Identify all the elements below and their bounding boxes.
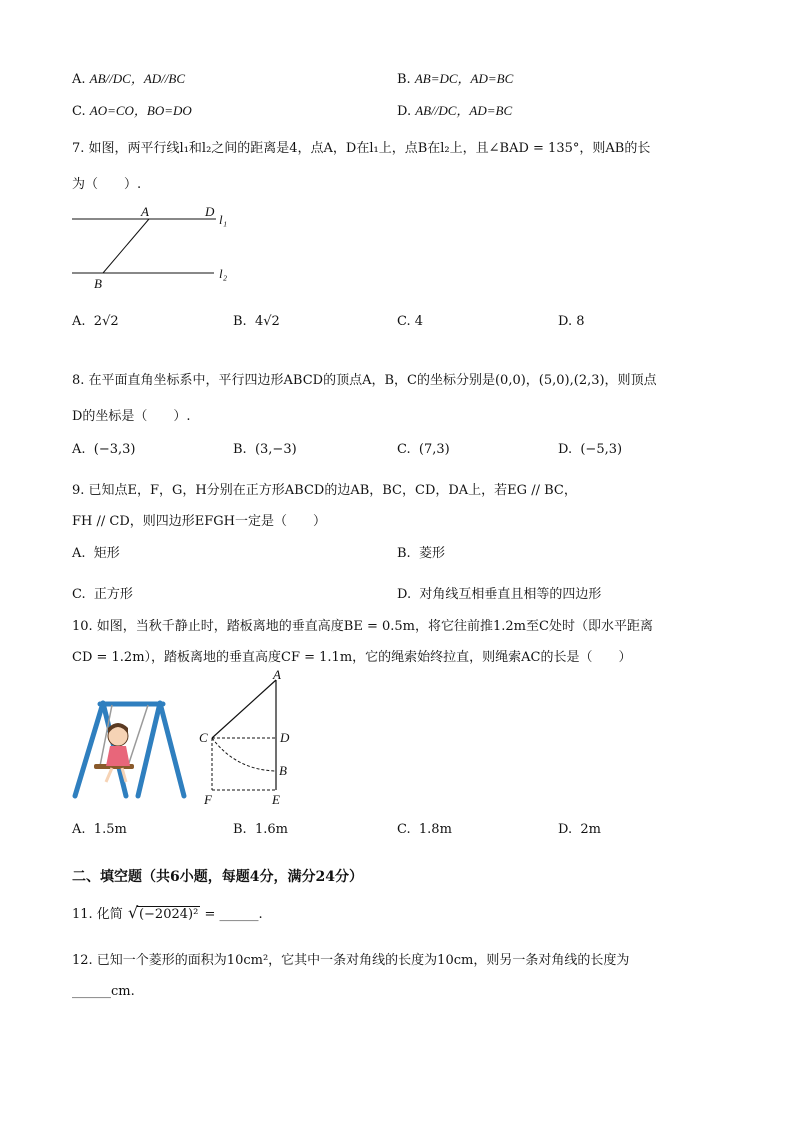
q7-option-c: C. 4 (397, 314, 424, 329)
q7-label-l1: l₁ (219, 212, 228, 227)
q10-label-a: A (273, 670, 281, 682)
q8-option-a: A. (−3,3) (72, 442, 136, 457)
q9-stem-line1: 9. 已知点E，F，G，H分别在正方形ABCD的边AB，BC，CD，DA上，若EG // BC， (72, 483, 577, 498)
q10-option-a: A. 1.5m (72, 822, 127, 837)
q11-prefix: 11. 化简 (72, 907, 123, 922)
q12-stem-line2: ______cm. (72, 984, 135, 999)
q10-option-c: C. 1.8m (397, 822, 452, 837)
q8-option-d: D. (−5,3) (558, 442, 623, 457)
q6-option-c: C. AO=CO，BO=DO (72, 103, 192, 119)
q7-label-l2: l₂ (219, 266, 228, 281)
q11-suffix: = ______. (204, 907, 263, 922)
q8-option-b: B. (3,−3) (233, 442, 297, 457)
q7-stem-line2: 为（ ）. (72, 177, 142, 192)
q10-label-b: B (279, 763, 287, 778)
q11-sqrt: √ (−2024)² (127, 903, 199, 922)
q8-stem-line1: 8. 在平面直角坐标系中，平行四边形ABCD的顶点A，B，C的坐标分别是(0,0)，(5,0),(2,3)，则顶点 (72, 373, 657, 388)
q10-option-d: D. 2m (558, 822, 601, 837)
q10-label-d: D (280, 730, 290, 745)
q8-option-c: C. (7,3) (397, 442, 450, 457)
q10-stem-line2: CD = 1.2m），踏板离地的垂直高度CF = 1.1m，它的绳索始终拉直，则绳索AC的长是（ ） (72, 650, 632, 665)
q10-stem-line1: 10. 如图，当秋千静止时，踏板离地的垂直高度BE = 0.5m，将它往前推1.2m至C处时（即水平距离 (72, 619, 653, 634)
swing-illustration (70, 698, 190, 802)
sqrt-icon: √ (127, 903, 139, 922)
q7-stem-line1: 7. 如图，两平行线l₁和l₂之间的距离是4，点A，D在l₁上，点B在l₂上，且∠BAD = 135°，则AB的长 (72, 141, 651, 156)
q12-stem-line1: 12. 已知一个菱形的面积为10cm²，它其中一条对角线的长度为10cm，则另一条对角线的长度为 (72, 953, 630, 968)
q7-option-d: D. 8 (558, 314, 585, 329)
q10-figure (196, 670, 306, 808)
q9-stem-line2: FH // CD，则四边形EFGH一定是（ ） (72, 514, 326, 529)
q6-option-d: D. AB//DC，AD=BC (397, 103, 513, 119)
q9-option-d: D. 对角线互相垂直且相等的四边形 (397, 587, 602, 602)
q9-option-a: A. 矩形 (72, 546, 120, 561)
q8-stem-line2: D的坐标是（ ）. (72, 409, 191, 424)
q10-option-b: B. 1.6m (233, 822, 288, 837)
q10-label-e: E (272, 792, 280, 807)
q9-option-b: B. 菱形 (397, 546, 445, 561)
q7-figure (70, 202, 240, 294)
q6-option-b: B. AB=DC，AD=BC (397, 71, 514, 87)
section-title-fill-in: 二、填空题（共6小题，每题4分，满分24分） (72, 869, 363, 885)
q10-label-c: C (199, 730, 208, 745)
q6-option-a: A. AB//DC，AD//BC (72, 71, 186, 87)
q11 (72, 903, 263, 922)
q7-label-d: D (205, 204, 215, 219)
q7-label-b: B (94, 276, 102, 291)
q7-label-a: A (141, 204, 149, 219)
q7-option-a: A. 2√2 (72, 314, 119, 329)
q10-label-f: F (204, 792, 212, 807)
q7-option-b: B. 4√2 (233, 314, 280, 329)
q9-option-c: C. 正方形 (72, 587, 133, 602)
